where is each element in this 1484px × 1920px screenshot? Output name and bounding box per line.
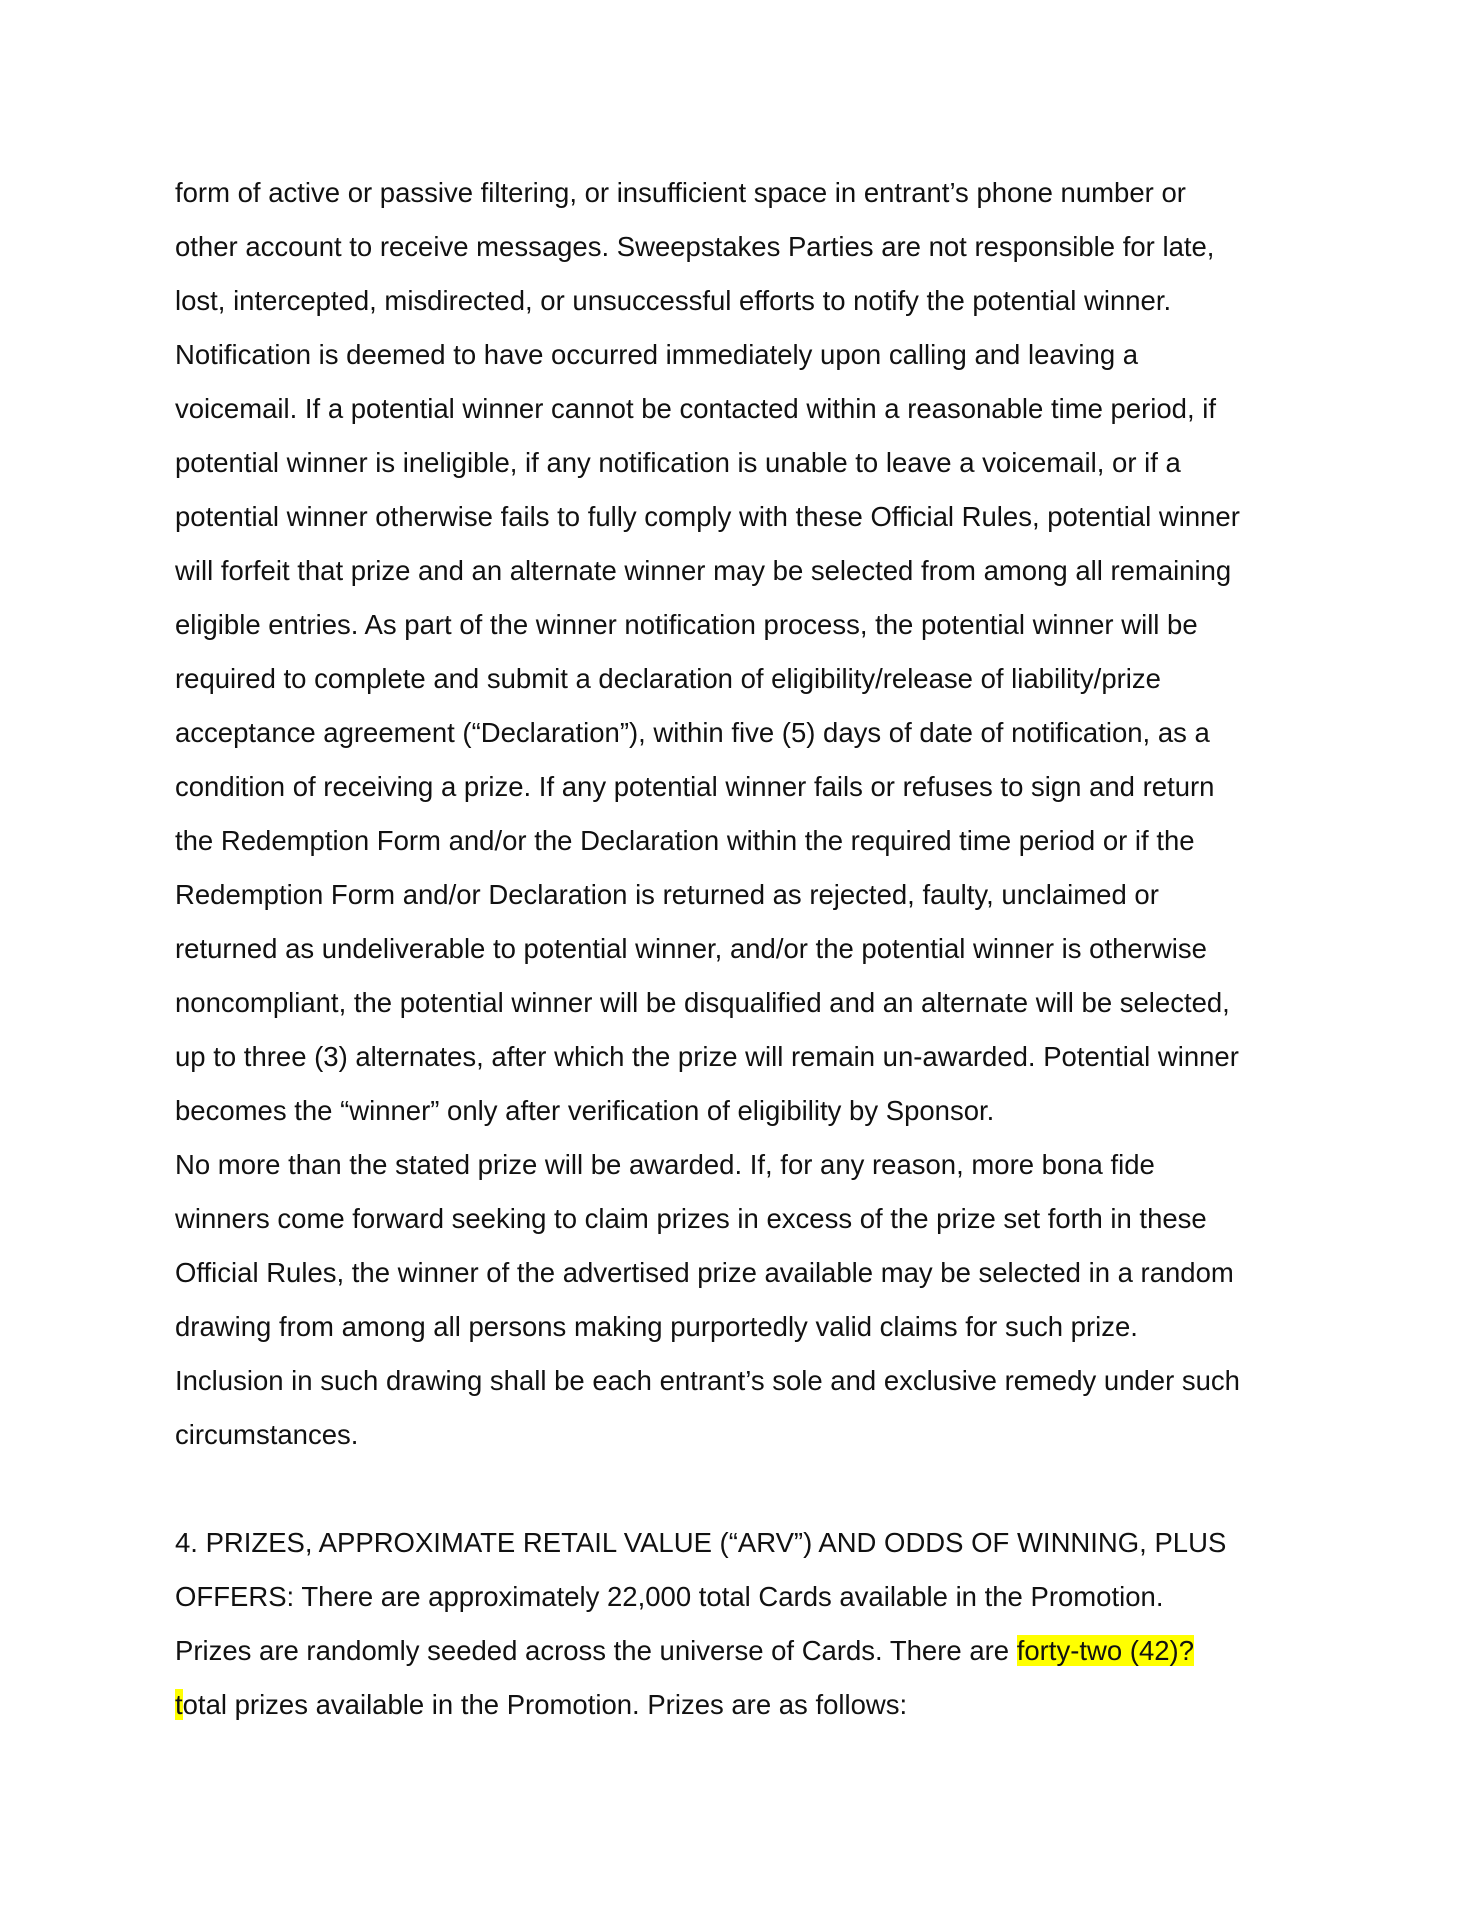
text-line: OFFERS: There are approximately 22,000 total Cards available in the Promotion. <box>175 1581 1164 1612</box>
section-heading-line: 4. PRIZES, APPROXIMATE RETAIL VALUE (“ARV”) AND ODDS OF WINNING, PLUS <box>175 1527 1227 1558</box>
text-line: circumstances. <box>175 1419 359 1450</box>
highlighted-text: t <box>175 1689 183 1720</box>
text-line <box>175 1624 1335 1678</box>
text-segment: Prizes are randomly seeded across the universe of Cards. There are <box>175 1635 1017 1666</box>
text-line <box>175 1678 1335 1732</box>
text-line: the Redemption Form and/or the Declaration within the required time period or if the <box>175 825 1195 856</box>
text-line: winners come forward seeking to claim prizes in excess of the prize set forth in these <box>175 1203 1207 1234</box>
text-line: eligible entries. As part of the winner notification process, the potential winner will be <box>175 609 1198 640</box>
text-line: Notification is deemed to have occurred immediately upon calling and leaving a <box>175 339 1139 370</box>
paragraph-prize-limit <box>175 1138 1335 1462</box>
text-line: will forfeit that prize and an alternate winner may be selected from among all remaining <box>175 555 1232 586</box>
section-4-prizes <box>175 1516 1335 1732</box>
paragraph-winner-notification <box>175 166 1335 1138</box>
text-line: drawing from among all persons making purportedly valid claims for such prize. <box>175 1311 1138 1342</box>
text-line: Inclusion in such drawing shall be each entrant’s sole and exclusive remedy under such <box>175 1365 1240 1396</box>
text-segment: otal prizes available in the Promotion. Prizes are as follows: <box>182 1689 908 1720</box>
text-line: potential winner otherwise fails to fully comply with these Official Rules, potential winner <box>175 501 1240 532</box>
text-line: voicemail. If a potential winner cannot be contacted within a reasonable time period, if <box>175 393 1217 424</box>
text-line: other account to receive messages. Sweepstakes Parties are not responsible for late, <box>175 231 1215 262</box>
text-line: up to three (3) alternates, after which the prize will remain un-awarded. Potential winner <box>175 1041 1239 1072</box>
text-line: noncompliant, the potential winner will be disqualified and an alternate will be selected, <box>175 987 1230 1018</box>
text-line: required to complete and submit a declaration of eligibility/release of liability/prize <box>175 663 1161 694</box>
text-line: Official Rules, the winner of the advertised prize available may be selected in a random <box>175 1257 1234 1288</box>
text-line: form of active or passive filtering, or insufficient space in entrant’s phone number or <box>175 177 1186 208</box>
text-line: potential winner is ineligible, if any notification is unable to leave a voicemail, or if a <box>175 447 1181 478</box>
text-line: acceptance agreement (“Declaration”), within five (5) days of date of notification, as a <box>175 717 1210 748</box>
text-line: Redemption Form and/or Declaration is returned as rejected, faulty, unclaimed or <box>175 879 1159 910</box>
highlighted-text: forty-two (42)? <box>1016 1635 1194 1666</box>
text-line: returned as undeliverable to potential winner, and/or the potential winner is otherwise <box>175 933 1207 964</box>
text-line: lost, intercepted, misdirected, or unsuccessful efforts to notify the potential winner. <box>175 285 1172 316</box>
text-line: becomes the “winner” only after verification of eligibility by Sponsor. <box>175 1095 995 1126</box>
text-line: No more than the stated prize will be awarded. If, for any reason, more bona fide <box>175 1149 1155 1180</box>
body-text <box>175 166 1335 1732</box>
text-line: condition of receiving a prize. If any potential winner fails or refuses to sign and return <box>175 771 1215 802</box>
paragraph-spacer <box>175 1462 1335 1516</box>
